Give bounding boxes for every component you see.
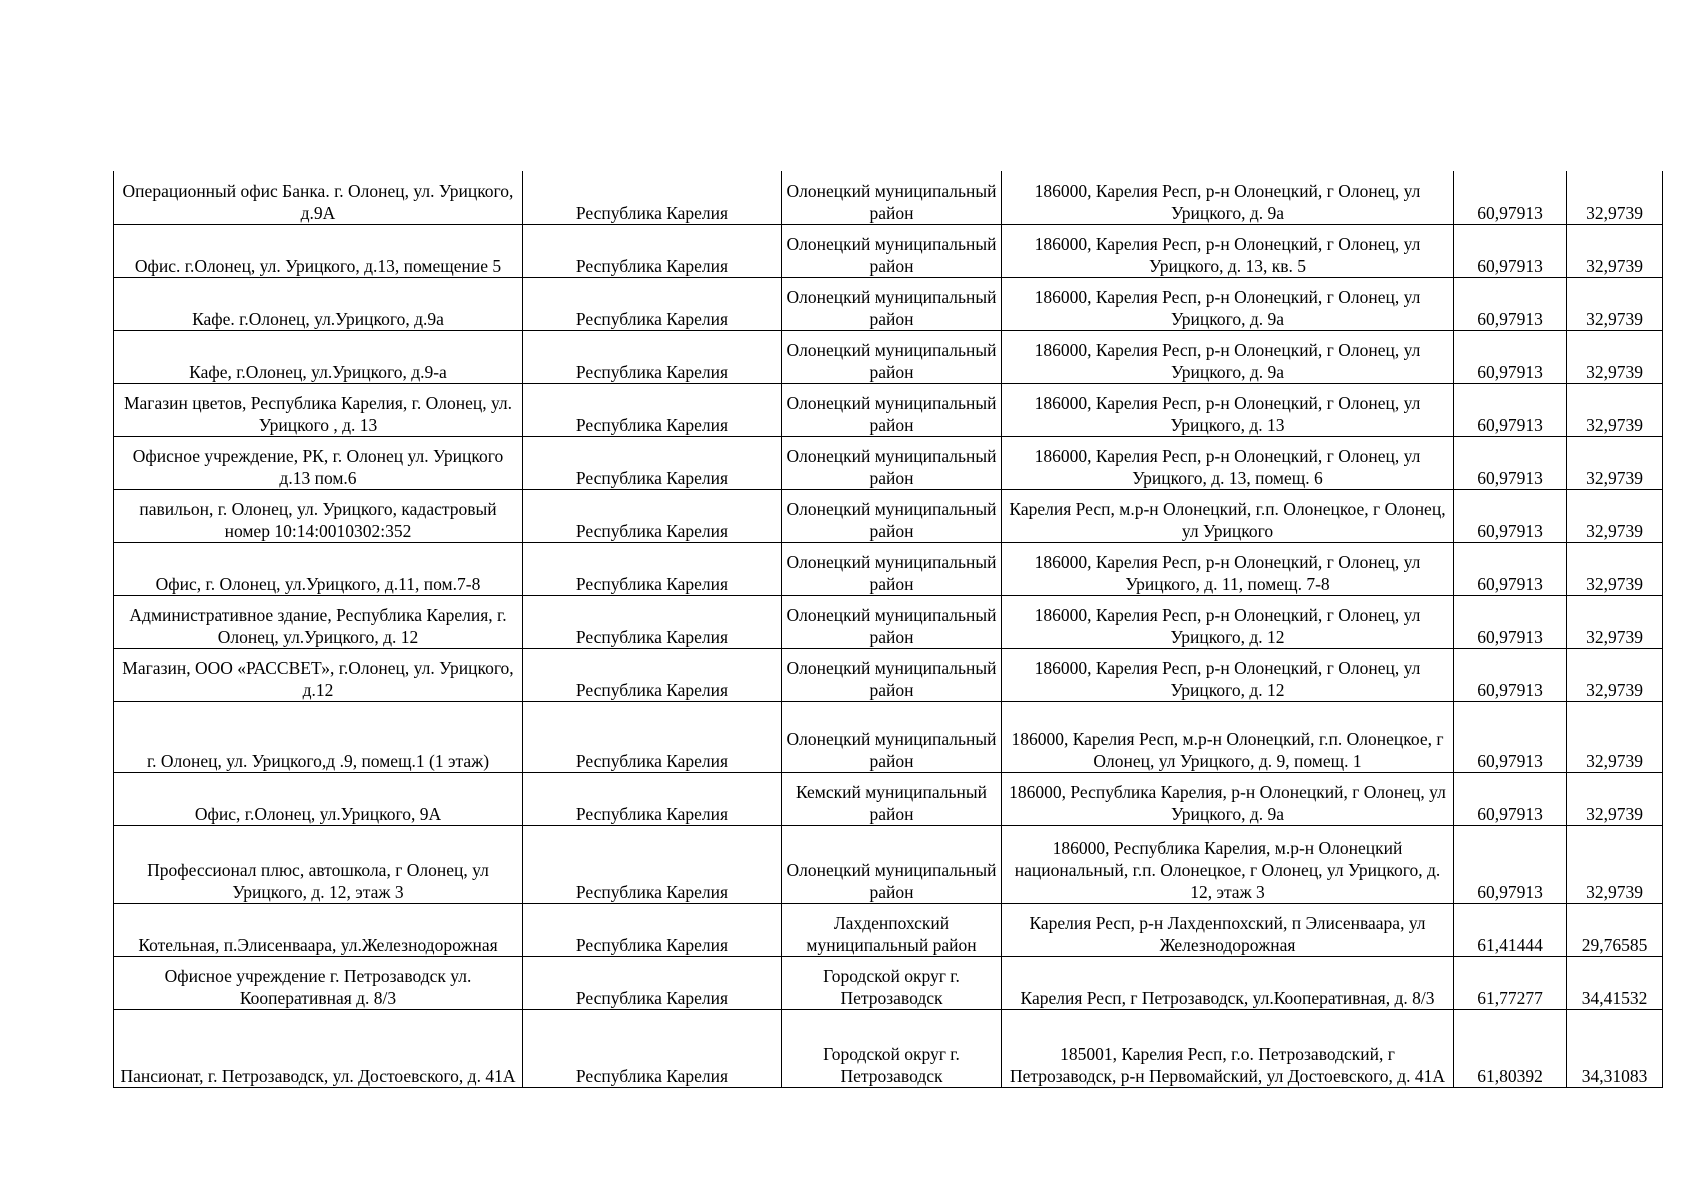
object-name-cell: Магазин, ООО «РАССВЕТ», г.Олонец, ул. Урицкого, д.12 xyxy=(114,648,523,701)
table-row xyxy=(114,772,1663,825)
longitude-cell: 32,9739 xyxy=(1567,171,1663,224)
latitude-cell: 60,97913 xyxy=(1454,772,1567,825)
region-cell: Республика Карелия xyxy=(523,701,782,772)
region-cell: Республика Карелия xyxy=(523,772,782,825)
longitude-cell: 32,9739 xyxy=(1567,436,1663,489)
address-cell: 186000, Карелия Респ, р-н Олонецкий, г Олонец, ул Урицкого, д. 9а xyxy=(1002,171,1454,224)
district-cell: Олонецкий муниципальный район xyxy=(782,489,1002,542)
object-name-cell: Офисное учреждение г. Петрозаводск ул. Кооперативная д. 8/3 xyxy=(114,956,523,1009)
table-row xyxy=(114,648,1663,701)
table-row xyxy=(114,330,1663,383)
latitude-cell: 61,80392 xyxy=(1454,1009,1567,1087)
latitude-cell: 60,97913 xyxy=(1454,701,1567,772)
latitude-cell: 61,41444 xyxy=(1454,903,1567,956)
latitude-cell: 60,97913 xyxy=(1454,542,1567,595)
district-cell: Олонецкий муниципальный район xyxy=(782,825,1002,903)
latitude-cell: 60,97913 xyxy=(1454,648,1567,701)
object-name-cell: Офис, г.Олонец, ул.Урицкого, 9А xyxy=(114,772,523,825)
region-cell: Республика Карелия xyxy=(523,224,782,277)
object-name-cell: Офис, г. Олонец, ул.Урицкого, д.11, пом.7-8 xyxy=(114,542,523,595)
region-cell: Республика Карелия xyxy=(523,489,782,542)
latitude-cell: 60,97913 xyxy=(1454,436,1567,489)
district-cell: Олонецкий муниципальный район xyxy=(782,648,1002,701)
longitude-cell: 32,9739 xyxy=(1567,224,1663,277)
object-name-cell: павильон, г. Олонец, ул. Урицкого, кадастровый номер 10:14:0010302:352 xyxy=(114,489,523,542)
table-row xyxy=(114,956,1663,1009)
object-name-cell: Котельная, п.Элисенваара, ул.Железнодорожная xyxy=(114,903,523,956)
longitude-cell: 32,9739 xyxy=(1567,595,1663,648)
address-cell: 186000, Карелия Респ, р-н Олонецкий, г Олонец, ул Урицкого, д. 9а xyxy=(1002,277,1454,330)
region-cell: Республика Карелия xyxy=(523,277,782,330)
region-cell: Республика Карелия xyxy=(523,542,782,595)
region-cell: Республика Карелия xyxy=(523,648,782,701)
region-cell: Республика Карелия xyxy=(523,825,782,903)
object-name-cell: Административное здание, Республика Карелия, г. Олонец, ул.Урицкого, д. 12 xyxy=(114,595,523,648)
table-row xyxy=(114,224,1663,277)
address-cell: 186000, Карелия Респ, м.р-н Олонецкий, г.п. Олонецкое, г Олонец, ул Урицкого, д. 9, помещ. 1 xyxy=(1002,701,1454,772)
latitude-cell: 60,97913 xyxy=(1454,330,1567,383)
table-row xyxy=(114,903,1663,956)
district-cell: Олонецкий муниципальный район xyxy=(782,383,1002,436)
table-row xyxy=(114,595,1663,648)
district-cell: Олонецкий муниципальный район xyxy=(782,595,1002,648)
region-cell: Республика Карелия xyxy=(523,903,782,956)
address-cell: 186000, Карелия Респ, р-н Олонецкий, г Олонец, ул Урицкого, д. 13, кв. 5 xyxy=(1002,224,1454,277)
table-row xyxy=(114,542,1663,595)
region-cell: Республика Карелия xyxy=(523,595,782,648)
region-cell: Республика Карелия xyxy=(523,383,782,436)
district-cell: Лахденпохский муниципальный район xyxy=(782,903,1002,956)
longitude-cell: 32,9739 xyxy=(1567,330,1663,383)
address-cell: 186000, Карелия Респ, р-н Олонецкий, г Олонец, ул Урицкого, д. 11, помещ. 7-8 xyxy=(1002,542,1454,595)
address-cell: 186000, Карелия Респ, р-н Олонецкий, г Олонец, ул Урицкого, д. 12 xyxy=(1002,648,1454,701)
longitude-cell: 34,31083 xyxy=(1567,1009,1663,1087)
object-name-cell: г. Олонец, ул. Урицкого,д .9, помещ.1 (1 этаж) xyxy=(114,701,523,772)
object-name-cell: Кафе, г.Олонец, ул.Урицкого, д.9-а xyxy=(114,330,523,383)
table-row xyxy=(114,701,1663,772)
district-cell: Олонецкий муниципальный район xyxy=(782,542,1002,595)
region-cell: Республика Карелия xyxy=(523,330,782,383)
address-cell: Карелия Респ, р-н Лахденпохский, п Элисенваара, ул Железнодорожная xyxy=(1002,903,1454,956)
longitude-cell: 32,9739 xyxy=(1567,648,1663,701)
longitude-cell: 32,9739 xyxy=(1567,277,1663,330)
table-body xyxy=(114,171,1663,1087)
district-cell: Городской округ г. Петрозаводск xyxy=(782,956,1002,1009)
district-cell: Олонецкий муниципальный район xyxy=(782,436,1002,489)
object-name-cell: Профессионал плюс, автошкола, г Олонец, ул Урицкого, д. 12, этаж 3 xyxy=(114,825,523,903)
object-name-cell: Операционный офис Банка. г. Олонец, ул. Урицкого, д.9А xyxy=(114,171,523,224)
region-cell: Республика Карелия xyxy=(523,956,782,1009)
region-cell: Республика Карелия xyxy=(523,1009,782,1087)
longitude-cell: 34,41532 xyxy=(1567,956,1663,1009)
district-cell: Кемский муниципальный район xyxy=(782,772,1002,825)
table-row xyxy=(114,489,1663,542)
region-cell: Республика Карелия xyxy=(523,436,782,489)
longitude-cell: 32,9739 xyxy=(1567,701,1663,772)
latitude-cell: 60,97913 xyxy=(1454,277,1567,330)
latitude-cell: 60,97913 xyxy=(1454,383,1567,436)
object-name-cell: Офисное учреждение, РК, г. Олонец ул. Урицкого д.13 пом.6 xyxy=(114,436,523,489)
latitude-cell: 60,97913 xyxy=(1454,224,1567,277)
address-cell: 185001, Карелия Респ, г.о. Петрозаводский, г Петрозаводск, р-н Первомайский, ул Достоевского, д. 41А xyxy=(1002,1009,1454,1087)
longitude-cell: 32,9739 xyxy=(1567,383,1663,436)
address-cell: 186000, Республика Карелия, р-н Олонецкий, г Олонец, ул Урицкого, д. 9а xyxy=(1002,772,1454,825)
object-name-cell: Пансионат, г. Петрозаводск, ул. Достоевского, д. 41А xyxy=(114,1009,523,1087)
object-name-cell: Офис. г.Олонец, ул. Урицкого, д.13, помещение 5 xyxy=(114,224,523,277)
address-table xyxy=(113,171,1663,1088)
table-row xyxy=(114,171,1663,224)
longitude-cell: 32,9739 xyxy=(1567,825,1663,903)
address-cell: 186000, Республика Карелия, м.р-н Олонецкий национальный, г.п. Олонецкое, г Олонец, ул Урицкого, д. 12, этаж 3 xyxy=(1002,825,1454,903)
district-cell: Олонецкий муниципальный район xyxy=(782,171,1002,224)
latitude-cell: 60,97913 xyxy=(1454,171,1567,224)
region-cell: Республика Карелия xyxy=(523,171,782,224)
district-cell: Олонецкий муниципальный район xyxy=(782,224,1002,277)
district-cell: Олонецкий муниципальный район xyxy=(782,330,1002,383)
table-row xyxy=(114,436,1663,489)
longitude-cell: 32,9739 xyxy=(1567,489,1663,542)
longitude-cell: 29,76585 xyxy=(1567,903,1663,956)
address-cell: 186000, Карелия Респ, р-н Олонецкий, г Олонец, ул Урицкого, д. 12 xyxy=(1002,595,1454,648)
object-name-cell: Кафе. г.Олонец, ул.Урицкого, д.9а xyxy=(114,277,523,330)
latitude-cell: 60,97913 xyxy=(1454,489,1567,542)
address-cell: Карелия Респ, м.р-н Олонецкий, г.п. Олонецкое, г Олонец, ул Урицкого xyxy=(1002,489,1454,542)
object-name-cell: Магазин цветов, Республика Карелия, г. Олонец, ул. Урицкого , д. 13 xyxy=(114,383,523,436)
address-cell: 186000, Карелия Респ, р-н Олонецкий, г Олонец, ул Урицкого, д. 13 xyxy=(1002,383,1454,436)
district-cell: Городской округ г. Петрозаводск xyxy=(782,1009,1002,1087)
table-row xyxy=(114,1009,1663,1087)
district-cell: Олонецкий муниципальный район xyxy=(782,277,1002,330)
address-cell: Карелия Респ, г Петрозаводск, ул.Кооперативная, д. 8/3 xyxy=(1002,956,1454,1009)
latitude-cell: 60,97913 xyxy=(1454,595,1567,648)
address-cell: 186000, Карелия Респ, р-н Олонецкий, г Олонец, ул Урицкого, д. 9а xyxy=(1002,330,1454,383)
latitude-cell: 60,97913 xyxy=(1454,825,1567,903)
table-row xyxy=(114,277,1663,330)
latitude-cell: 61,77277 xyxy=(1454,956,1567,1009)
table-row xyxy=(114,383,1663,436)
longitude-cell: 32,9739 xyxy=(1567,542,1663,595)
longitude-cell: 32,9739 xyxy=(1567,772,1663,825)
table-row xyxy=(114,825,1663,903)
district-cell: Олонецкий муниципальный район xyxy=(782,701,1002,772)
address-cell: 186000, Карелия Респ, р-н Олонецкий, г Олонец, ул Урицкого, д. 13, помещ. 6 xyxy=(1002,436,1454,489)
